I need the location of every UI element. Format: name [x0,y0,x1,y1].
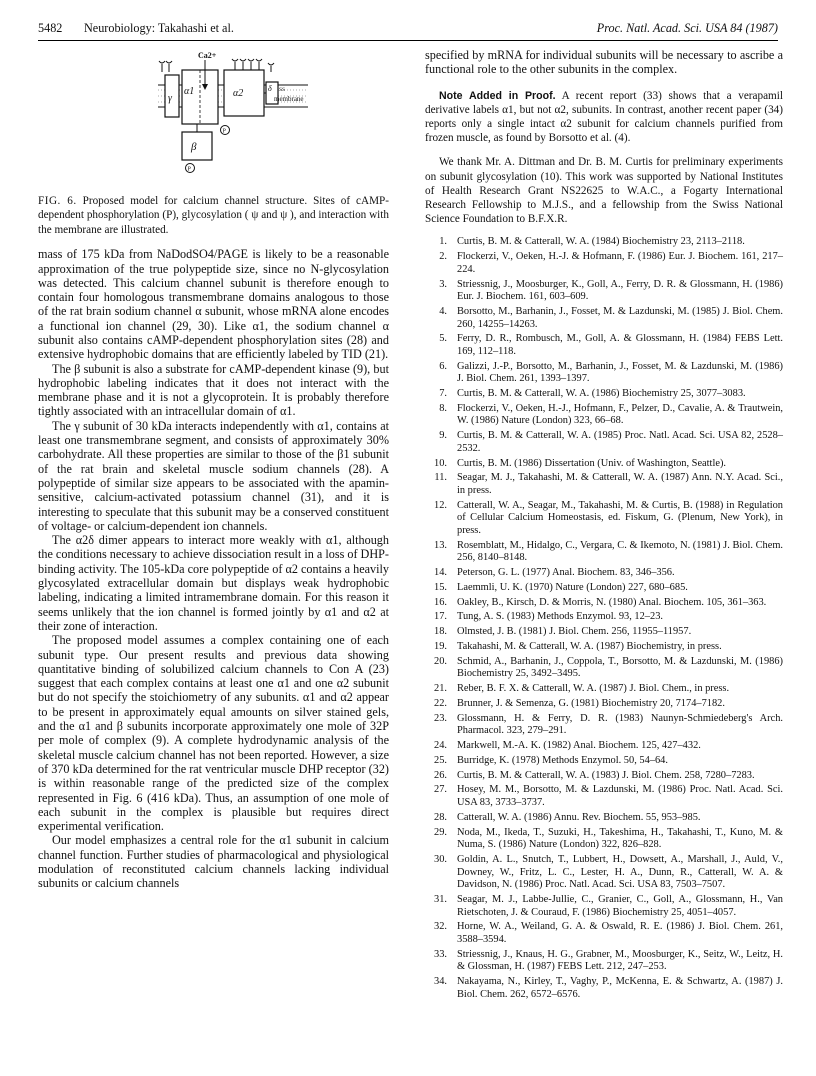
note-text: A recent report (33) shows that a verapamil derivative labels α1, but not α2, subunits. In contrast, another recent paper (34) reports only a single intact α2 subunit for calcium channels purified from frozen muscle, as found by Borsotto et al. (4). [425,89,783,145]
reference-number: 18. [434,626,447,638]
reference-item [425,458,783,471]
page-header [38,20,778,38]
reference-item [425,611,783,624]
reference-item [425,683,783,696]
reference-number: 16. [434,596,447,608]
reference-text: Hosey, M. M., Borsotto, M. & Lazdunski, M. (1986) Proc. Natl. Acad. Sci. USA 83, 3733–3737. [457,784,783,809]
calcium-label: Ca2+ [198,51,217,60]
reference-text: Brunner, J. & Semenza, G. (1981) Biochemistry 20, 7174–7182. [457,697,725,709]
reference-number: 10. [434,457,447,469]
reference-item [425,361,783,386]
reference-number: 21. [434,683,447,695]
paragraph: specified by mRNA for individual subunits will be necessary to ascribe a functional role to the other subunits in the complex. [425,48,783,77]
reference-number: 29. [434,826,447,838]
paragraph: The β subunit is also a substrate for cAMP-dependent kinase (9), but hydrophobic labeling indicates that it does not interact with the membrane phase and it is not a glycoprotein. It is probably therefore tightly associated with an intracellular domain of α1. [38,361,389,419]
reference-number: 23. [434,712,447,724]
reference-item [425,306,783,331]
reference-item [425,698,783,711]
reference-item [425,626,783,639]
reference-number: 19. [434,641,447,653]
reference-text: Ferry, D. R., Rombusch, M., Goll, A. & Glossmann, H. (1984) FEBS Lett. 169, 112–118. [457,333,783,357]
reference-text: Markwell, M.-A. K. (1982) Anal. Biochem. 125, 427–432. [457,740,701,752]
membrane-label: membrane [274,95,304,103]
reference-number: 4. [439,305,447,317]
reference-text: Nakayama, N., Kirley, T., Vaghy, P., McKenna, E. & Schwartz, A. (1987) J. Biol. Chem. 262, 6572–6576. [457,976,783,1000]
reference-text: Reber, B. F. X. & Catterall, W. A. (1987) J. Biol. Chem., in press. [457,683,730,695]
reference-number: 26. [434,769,447,781]
reference-item [425,976,783,1001]
page-number: 5482 [38,21,63,35]
reference-item [425,251,783,276]
reference-item [425,582,783,595]
disulfide-label: SS [279,87,286,93]
reference-number: 5. [439,333,447,345]
header-rule [38,40,778,41]
reference-text: Galizzi, J.-P., Borsotto, M., Barhanin, J., Fosset, M. & Lazdunski, M. (1986) J. Biol. Chem. 261, 1393–1397. [457,360,783,385]
reference-number: 9. [439,430,447,442]
reference-text: Olmsted, J. B. (1981) J. Biol. Chem. 256, 11955–11957. [457,626,692,638]
reference-number: 11. [434,472,447,484]
phospho-label-alpha1: P [222,128,226,135]
reference-item [425,430,783,455]
reference-item [425,333,783,358]
paragraph: The γ subunit of 30 kDa interacts independently with α1, contains at least one transmembrane segment, and consists of approximately 30% carbohydrate. All these properties are similar to those of the β1 subunit of the rat brain and skeletal muscle sodium channels (28). A polypeptide of similar size appears to be associated with the apamin-sensitive, calcium-activated potassium channel (31), and it is interesting to speculate that this subunit may be a conserved constituent of voltage- or calcium-dependent ion channels. [38,418,389,533]
delta-label: δ [268,84,272,93]
reference-text: Flockerzi, V., Oeken, H.-J. & Hofmann, F. (1986) Eur. J. Biochem. 161, 217–224. [457,251,783,275]
figure-6 [38,48,389,182]
reference-number: 6. [439,360,447,372]
reference-item [425,784,783,809]
reference-text: Oakley, B., Kirsch, D. & Morris, N. (1980) Anal. Biochem. 105, 361–363. [457,596,767,608]
alpha2-label: α2 [233,88,244,99]
alpha1-label: α1 [184,86,195,97]
reference-text: Borsotto, M., Barhanin, J., Fosset, M. & Lazdunski, M. (1985) J. Biol. Chem. 260, 14255–14263. [457,305,783,330]
reference-item [425,812,783,825]
reference-item [425,388,783,401]
reference-text: Flockerzi, V., Oeken, H.-J., Hofmann, F., Pelzer, D., Cavalie, A. & Trautwein, W. (1986) Nature (London) 323, 66–68. [457,402,783,427]
reference-number: 22. [434,697,447,709]
figure-caption [38,194,389,237]
reference-item [425,641,783,654]
reference-text: Curtis, B. M. & Catterall, W. A. (1984) Biochemistry 23, 2113–2118. [457,236,745,248]
reference-item [425,755,783,768]
reference-text: Tung, A. S. (1983) Methods Enzymol. 93, 12–23. [457,611,663,623]
reference-item [425,540,783,565]
left-column [38,48,389,891]
channel-diagram [38,48,389,182]
reference-text: Curtis, B. M. & Catterall, W. A. (1986) Biochemistry 25, 3077–3083. [457,388,746,400]
reference-number: 27. [434,784,447,796]
reference-item [425,567,783,580]
reference-number: 13. [434,539,447,551]
reference-item [425,854,783,892]
reference-text: Curtis, B. M. (1986) Dissertation (Univ. of Washington, Seattle). [457,457,727,469]
reference-number: 30. [434,853,447,865]
note-added-in-proof [425,89,783,146]
paragraph: The proposed model assumes a complex containing one of each subunit type. Our present results and previous data showing quantitative binding of solubilized calcium channels to Con A (23) suggest that each complex contains at least one α1 and one α2 subunit but do not specify the stoichiometry of any subunits. α1 and α2 appear to be present in approximately equal amounts on silver stained gels, and the α1 and β subunits incorporate approximately one mole of 32P per mole of complex (9). A complete hydrodynamic analysis of the skeletal muscle calcium channel has not been reported. However, a size of 370 kDa determined for the rat ventricular muscle DHP receptor (32) is within reasonable range of the predicted size of the complex represented in Fig. 6 (416 kDa). Thus, an assumption of one mole of each subunit in the complex is plausible but requires direct experimental verification. [38,633,389,834]
reference-number: 3. [439,278,447,290]
reference-list [425,236,783,1001]
running-head: Neurobiology: Takahashi et al. [84,21,234,35]
reference-text: Noda, M., Ikeda, T., Suzuki, H., Takeshima, H., Takahashi, T., Kuno, M. & Numa, S. (1986) Nature (London) 322, 826–828. [457,826,783,851]
reference-text: Goldin, A. L., Snutch, T., Lubbert, H., Dowsett, A., Marshall, J., Auld, V., Downey, W., Fritz, L. C., Lester, H. A., Dunn, R., Catterall, W. A. & Davidson, N. (1986) Proc. Natl. Acad. Sci. USA 83, 7503–7507. [457,853,783,891]
reference-item [425,713,783,738]
reference-item [425,656,783,681]
reference-text: Horne, W. A., Weiland, G. A. & Oswald, R. E. (1986) J. Biol. Chem. 261, 3588–3594. [457,921,783,945]
reference-number: 12. [434,499,447,511]
right-column [425,48,783,1003]
reference-number: 2. [439,251,447,263]
journal-citation: Proc. Natl. Acad. Sci. USA 84 (1987) [596,21,778,35]
reference-item [425,403,783,428]
beta-label: β [191,141,197,153]
paragraph: Our model emphasizes a central role for the α1 subunit in calcium channel function. Further studies of pharmacological and physiological modulation of reconstituted calcium channels lacking individual subunits or calcium channels [38,833,389,891]
reference-item [425,894,783,919]
reference-item [425,279,783,304]
reference-text: Laemmli, U. K. (1970) Nature (London) 227, 680–685. [457,581,688,593]
reference-number: 14. [434,567,447,579]
reference-number: 8. [439,402,447,414]
reference-text: Seagar, M. J., Takahashi, M. & Catterall, W. A. (1987) Ann. N.Y. Acad. Sci., in press. [457,472,783,496]
reference-item [425,921,783,946]
reference-number: 1. [439,236,447,248]
reference-number: 24. [434,740,447,752]
reference-number: 25. [434,754,447,766]
reference-text: Catterall, W. A. (1986) Annu. Rev. Biochem. 55, 953–985. [457,811,701,823]
reference-item [425,949,783,974]
paragraph: mass of 175 kDa from NaDodSO4/PAGE is likely to be a reasonable approximation of the true polypeptide size, since no N-glycosylation was detected. This calcium channel subunit is therefore enough to contain four homologous transmembrane domains analogous to those of the rat brain sodium channel α subunit, whose mRNA alone encodes a functional ion channel (29, 30). Like α1, the sodium channel α subunit also contains cAMP-dependent phosphorylation sites (28) and extensive hydrophobic domains that are efficiently labeled by TID (21). [38,247,389,362]
caption-label: FIG. 6. [38,195,77,207]
reference-item [425,827,783,852]
reference-text: Peterson, G. L. (1977) Anal. Biochem. 83, 346–356. [457,567,675,579]
reference-text: Curtis, B. M. & Catterall, W. A. (1985) Proc. Natl. Acad. Sci. USA 82, 2528–2532. [457,430,783,454]
reference-item [425,472,783,497]
reference-item [425,597,783,610]
reference-text: Burridge, K. (1978) Methods Enzymol. 50, 54–64. [457,754,668,766]
reference-item [425,236,783,249]
reference-number: 28. [434,811,447,823]
reference-item [425,770,783,783]
reference-text: Striessnig, J., Moosburger, K., Goll, A., Ferry, D. R. & Glossmann, H. (1986) Eur. J. Biochem. 161, 603–609. [457,278,783,303]
reference-number: 31. [434,893,447,905]
reference-number: 32. [434,921,447,933]
reference-text: Takahashi, M. & Catterall, W. A. (1987) Biochemistry, in press. [457,641,722,653]
reference-text: Glossmann, H. & Ferry, D. R. (1983) Naunyn-Schmiedeberg's Arch. Pharmacol. 323, 279–291. [457,712,783,737]
reference-item [425,740,783,753]
phospho-label-beta: P [187,166,191,173]
caption-text: Proposed model for calcium channel structure. Sites of cAMP-dependent phosphorylation (P), glycosylation ( ψ and ψ ), and interaction with the membrane are illustrated. [38,195,389,236]
paragraph: The α2δ dimer appears to interact more weakly with α1, although the conditions necessary to achieve dissociation result in a loss of DHP-binding activity. The 105-kDa core polypeptide of α2 contains a heavily glycosylated extracellular domain but displays weak hydrophobic labeling, indicating a limited intramembrane domain. For this reason it seems unlikely that the ion channel is formed jointly by α1 and α2 at their zone of interaction. [38,533,389,633]
reference-text: Schmid, A., Barhanin, J., Coppola, T., Borsotto, M. & Lazdunski, M. (1986) Biochemistry 25, 3492–3495. [457,655,783,680]
acknowledgment: We thank Mr. A. Dittman and Dr. B. M. Curtis for preliminary experiments on subunit glycosylation (10). This work was supported by National Institutes of Health Research Grant NS22625 to W.A.C., a Fogarty International Research Fellowship to M.J.S., and a fellowship from the Swiss National Science Foundation to B.F.X.R. [425,156,783,226]
reference-number: 20. [434,655,447,667]
reference-text: Curtis, B. M. & Catterall, W. A. (1983) J. Biol. Chem. 258, 7280–7283. [457,769,755,781]
gamma-label: γ [168,93,172,104]
reference-number: 34. [434,976,447,988]
reference-number: 17. [434,611,447,623]
note-label: Note Added in Proof. [439,89,556,102]
reference-item [425,500,783,538]
alpha2-subunit-shape [224,70,264,116]
reference-text: Rosemblatt, M., Hidalgo, C., Vergara, C. & Ikemoto, N. (1981) J. Biol. Chem. 256, 8140–8148. [457,539,783,564]
reference-text: Seagar, M. J., Labbe-Jullie, C., Granier, C., Goll, A., Glossmann, H., Van Rietschoten, J. & Couraud, F. (1986) Biochemistry 25, 4051–4057. [457,893,783,918]
reference-number: 15. [434,581,447,593]
reference-number: 7. [439,388,447,400]
reference-text: Catterall, W. A., Seagar, M., Takahashi, M. & Curtis, B. (1988) in Regulation of Cellular Calcium Homeostasis, ed. Fiskum, G. (Plenum, New York), in press. [457,499,783,536]
reference-text: Striessnig, J., Knaus, H. G., Grabner, M., Moosburger, K., Seitz, W., Leitz, H. & Glossman, H. (1987) FEBS Lett. 212, 247–253. [457,948,783,973]
reference-number: 33. [434,948,447,960]
beta-subunit-shape [182,132,212,160]
